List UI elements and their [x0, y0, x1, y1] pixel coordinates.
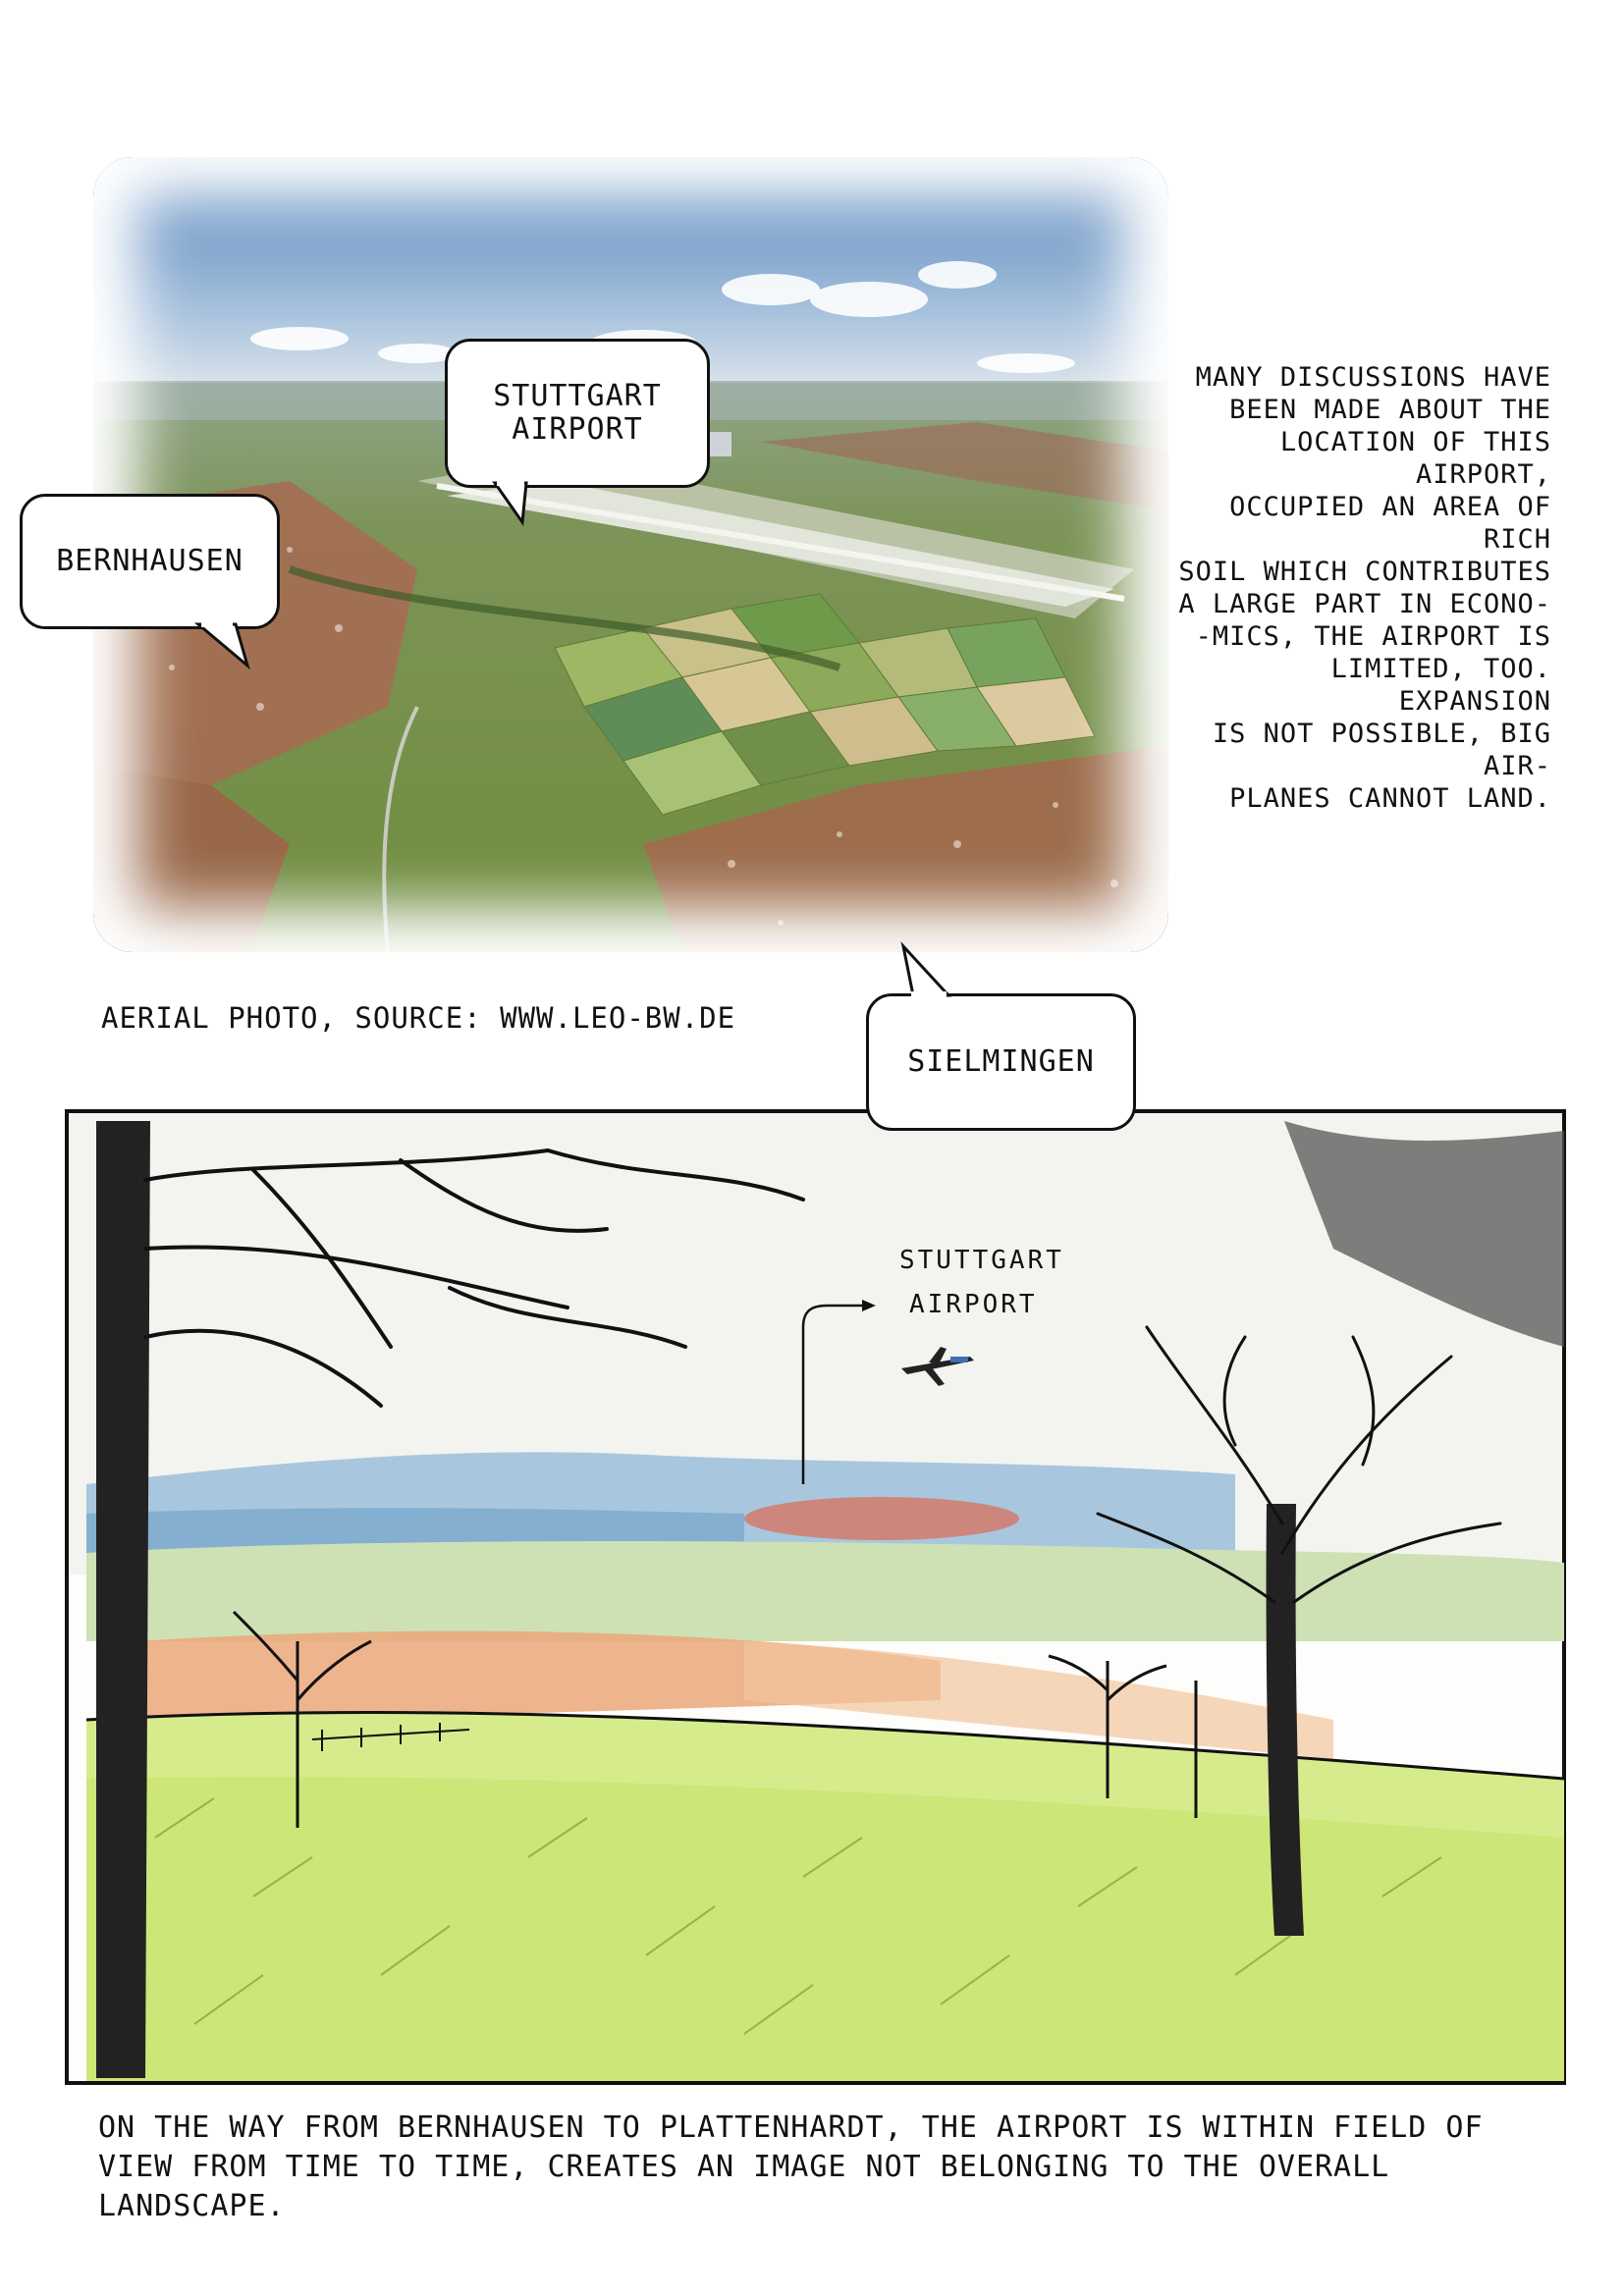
bubble-sielmingen — [866, 993, 1136, 1131]
aerial-photo-caption: AERIAL PHOTO, SOURCE: WWW.LEO-BW.DE — [101, 1001, 736, 1035]
bubble-stuttgart-airport — [445, 339, 710, 488]
bubble-stuttgart-airport-tail — [491, 481, 540, 530]
bottom-caption: ON THE WAY FROM BERNHAUSEN TO PLATTENHARDT, THE AIRPORT IS WITHIN FIELD OF VIEW FROM TIME TO TIME, CREATES AN IMAGE NOT BELONGING TO THE OVERALL LANDSCAPE. — [98, 2110, 1484, 2223]
sketch-annotation-line1: STUTTGART — [899, 1246, 1064, 1275]
bubble-bernhausen-tail — [196, 622, 255, 671]
side-note: MANY DISCUSSIONS HAVE BEEN MADE ABOUT THE LOCATION OF THIS AIRPORT, OCCUPIED AN AREA OF RICH SOIL WHICH CONTRIBUTES A LARGE PART IN ECONO- -MICS, THE AIRPORT IS LIMITED, TOO. EXPANSION IS NOT POSSIBLE, BIG AIR- PLANES CANNOT LAND. — [1178, 362, 1551, 814]
bubble-sielmingen-label: SIELMINGEN — [907, 1043, 1095, 1079]
sketch-annotation-line2: AIRPORT — [909, 1290, 1038, 1319]
bubble-stuttgart-airport-label: STUTTGART AIRPORT — [493, 378, 662, 447]
bubble-bernhausen-label: BERNHAUSEN — [56, 543, 244, 578]
bubble-sielmingen-tail — [893, 942, 952, 997]
landscape-sketch — [57, 1092, 1574, 2093]
landscape-sketch-drawing — [57, 1092, 1574, 2093]
bubble-bernhausen — [20, 494, 280, 629]
